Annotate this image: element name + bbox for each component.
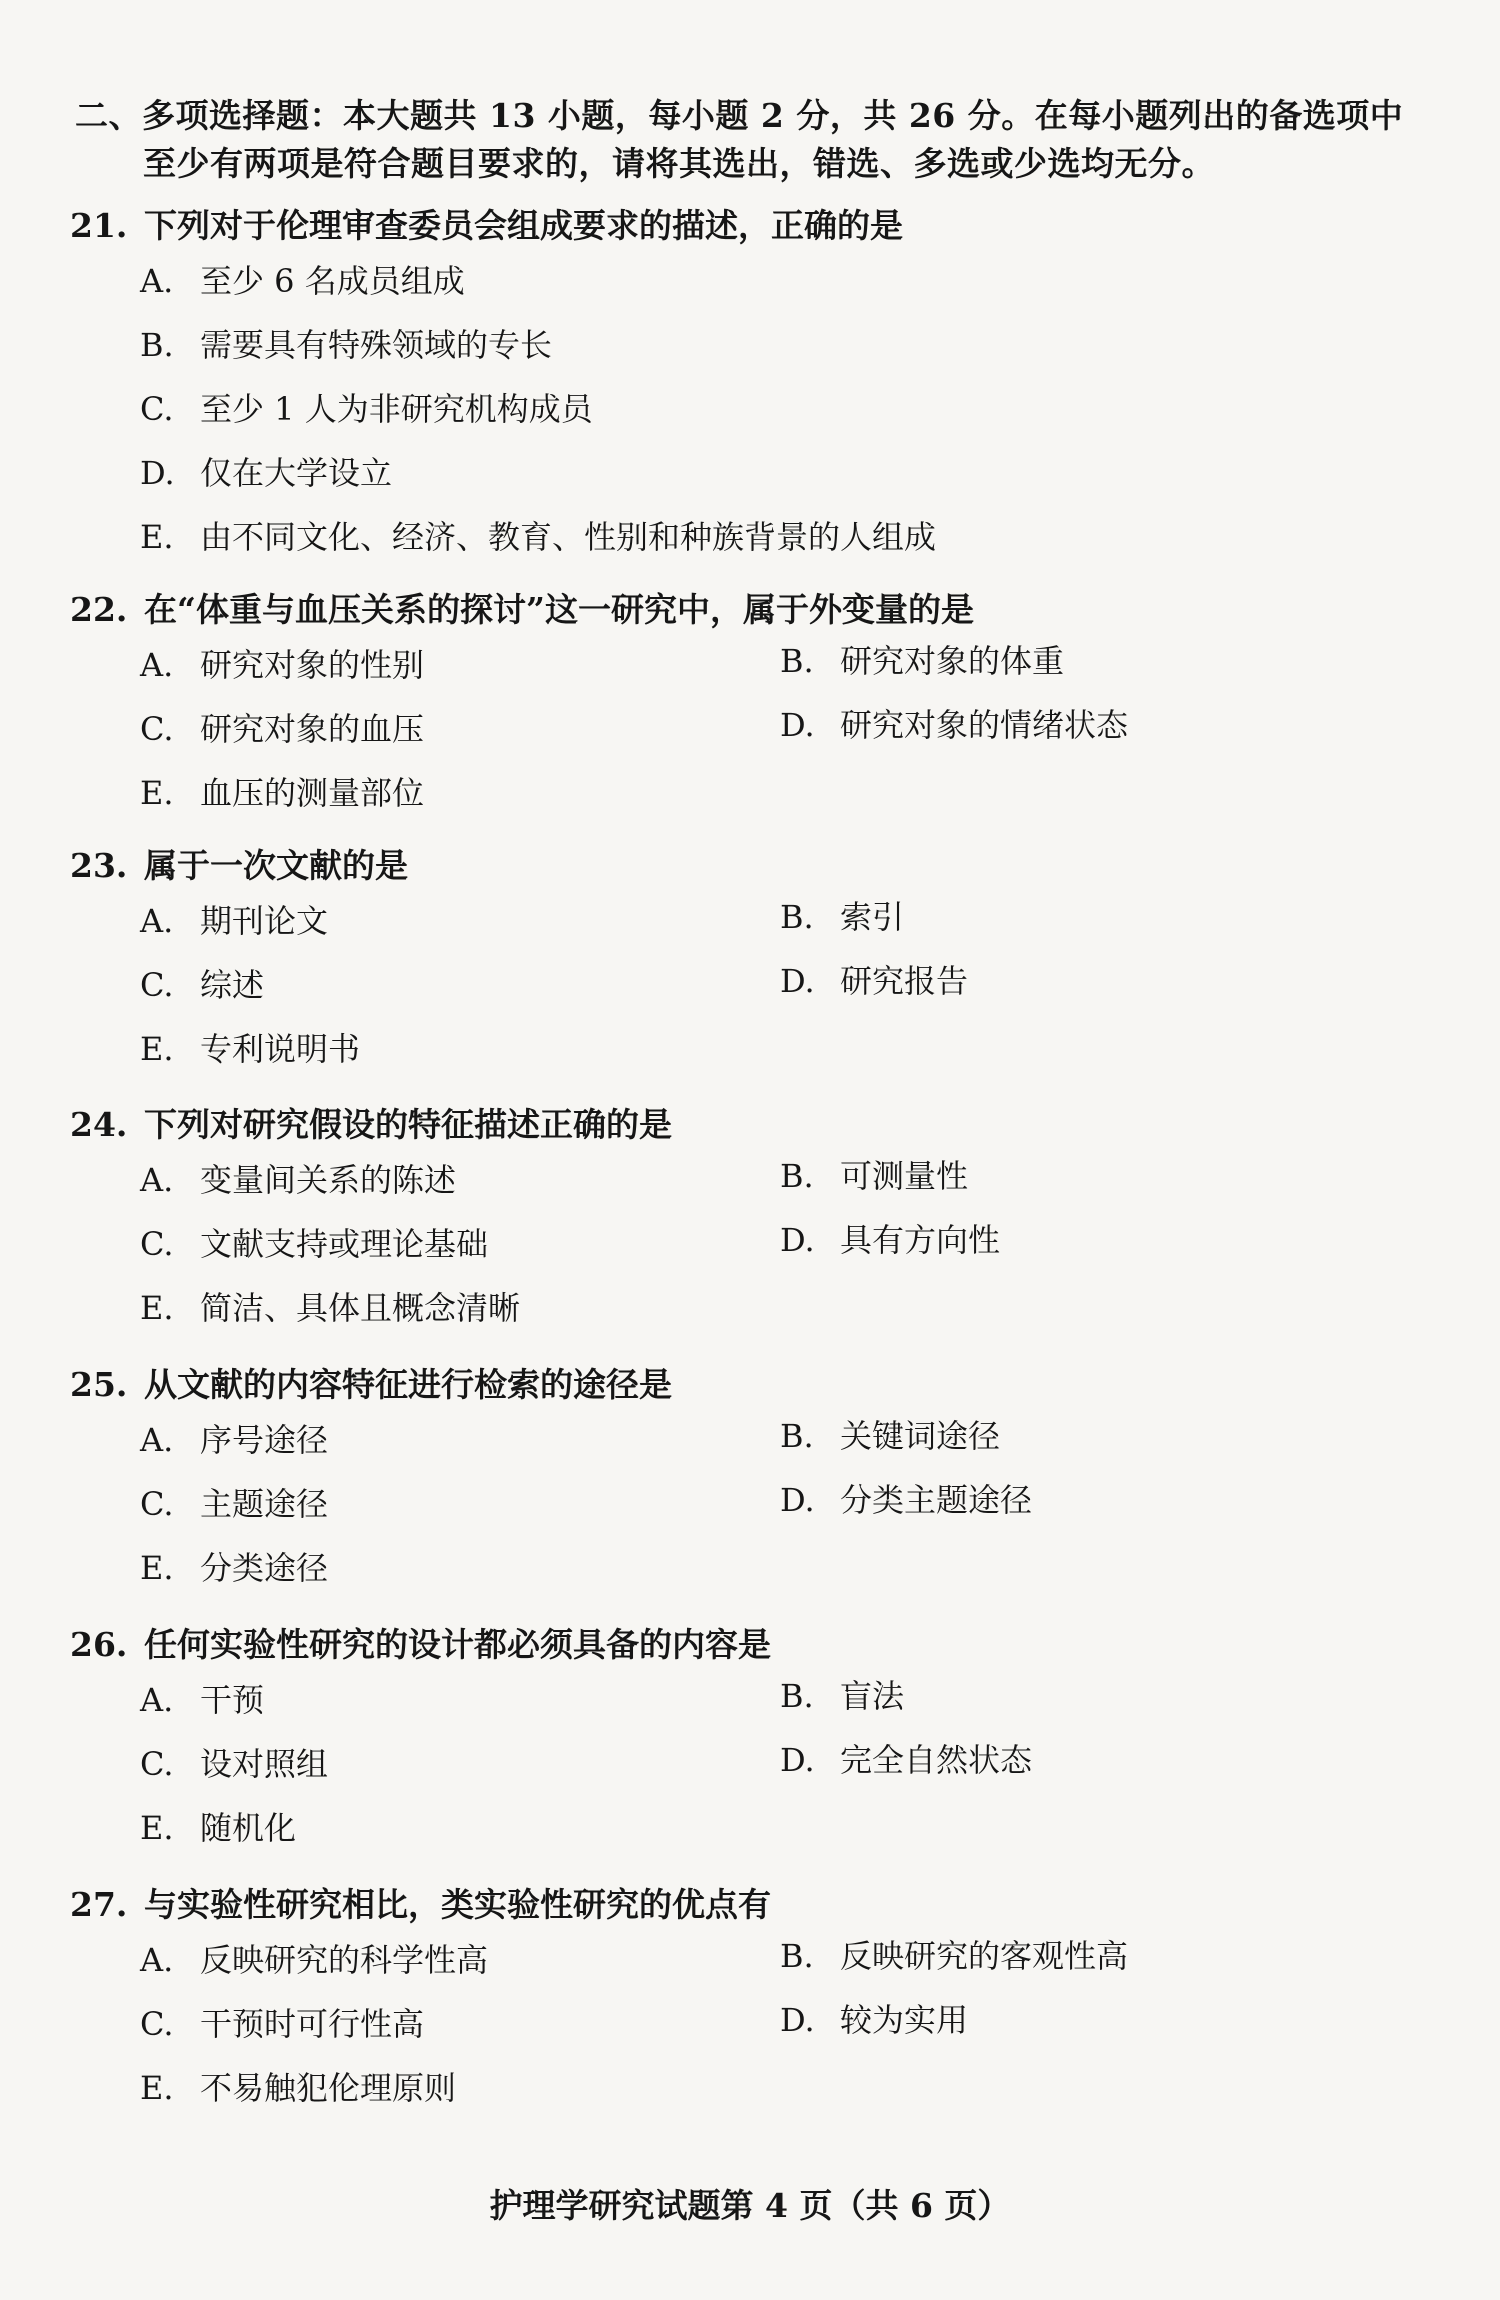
option-c: [140, 1992, 424, 2056]
option-letter: A.: [140, 262, 174, 300]
option-text: 反映研究的客观性高: [840, 1937, 1129, 1975]
option-letter: B.: [780, 898, 814, 936]
option-letter: C.: [140, 1745, 174, 1783]
option-letter: E.: [140, 1030, 174, 1068]
option-letter: A.: [140, 646, 174, 684]
option-row: [70, 1928, 1450, 1992]
option-b: [780, 1664, 904, 1728]
option-e: [140, 505, 936, 569]
option-text: 仅在大学设立: [200, 454, 393, 492]
option-row: [70, 1276, 1450, 1340]
option-letter: D.: [780, 706, 815, 744]
option-b: [780, 1404, 1000, 1468]
question-23: [70, 843, 1450, 1081]
option-letter: B.: [140, 326, 174, 364]
option-row: [70, 505, 1450, 569]
option-a: [140, 633, 424, 697]
option-c: [140, 377, 593, 441]
option-text: 分类主题途径: [840, 1481, 1033, 1519]
option-letter: E.: [140, 2069, 174, 2107]
option-d: [780, 1208, 1000, 1272]
option-letter: B.: [780, 642, 814, 680]
option-text: 干预: [200, 1681, 265, 1719]
option-letter: E.: [140, 774, 174, 812]
option-text: 盲法: [840, 1677, 905, 1715]
option-text: 综述: [200, 966, 265, 1004]
question-text: 下列对研究假设的特征描述正确的是: [144, 1105, 672, 1144]
option-e: [140, 2056, 456, 2120]
option-d: [780, 1468, 1032, 1532]
option-text: 序号途径: [200, 1421, 329, 1459]
option-row: [70, 1472, 1450, 1536]
option-letter: B.: [780, 1677, 814, 1715]
option-text: 需要具有特殊领域的专长: [200, 326, 553, 364]
option-text: 具有方向性: [840, 1221, 1001, 1259]
option-letter: E.: [140, 518, 174, 556]
option-text: 完全自然状态: [840, 1741, 1033, 1779]
option-text: 简洁、具体且概念清晰: [200, 1289, 521, 1327]
option-letter: C.: [140, 390, 174, 428]
option-letter: C.: [140, 966, 174, 1004]
option-letter: D.: [780, 962, 815, 1000]
instructions-line-1: 二、多项选择题：本大题共 13 小题，每小题 2 分，共 26 分。在每小题列出的备选项中: [75, 96, 1404, 135]
option-row: [70, 697, 1450, 761]
option-row: [70, 313, 1450, 377]
question-text: 从文献的内容特征进行检索的途径是: [144, 1365, 672, 1404]
question-text: 与实验性研究相比，类实验性研究的优点有: [144, 1885, 771, 1924]
option-row: [70, 633, 1450, 697]
option-row: [70, 1148, 1450, 1212]
option-a: [140, 1928, 488, 1992]
option-letter: C.: [140, 1485, 174, 1523]
option-text: 由不同文化、经济、教育、性别和种族背景的人组成: [200, 518, 937, 556]
option-letter: B.: [780, 1157, 814, 1195]
option-text: 较为实用: [840, 2001, 969, 2039]
option-letter: E.: [140, 1809, 174, 1847]
question-number: 26.: [70, 1625, 128, 1664]
option-e: [140, 761, 424, 825]
option-a: [140, 1668, 264, 1732]
option-text: 血压的测量部位: [200, 774, 425, 812]
option-a: [140, 1408, 328, 1472]
option-letter: A.: [140, 1161, 174, 1199]
page-footer: 护理学研究试题第 4 页（共 6 页）: [489, 2186, 1011, 2225]
question-stem: [70, 587, 1450, 633]
option-text: 分类途径: [200, 1549, 329, 1587]
option-letter: B.: [780, 1417, 814, 1455]
question-26: [70, 1622, 1450, 1860]
option-row: [70, 1668, 1450, 1732]
option-row: [70, 1732, 1450, 1796]
question-stem: [70, 1622, 1450, 1668]
option-letter: C.: [140, 2005, 174, 2043]
option-letter: D.: [780, 1481, 815, 1519]
option-e: [140, 1276, 520, 1340]
option-text: 干预时可行性高: [200, 2005, 425, 2043]
question-stem: [70, 1882, 1450, 1928]
question-text: 下列对于伦理审查委员会组成要求的描述，正确的是: [144, 206, 903, 245]
option-c: [140, 953, 264, 1017]
option-letter: A.: [140, 902, 174, 940]
question-number: 25.: [70, 1365, 128, 1404]
option-c: [140, 1732, 328, 1796]
option-a: [140, 249, 465, 313]
option-text: 反映研究的科学性高: [200, 1941, 489, 1979]
option-d: [780, 1728, 1032, 1792]
question-25: [70, 1362, 1450, 1600]
option-text: 研究报告: [840, 962, 969, 1000]
question-number: 23.: [70, 846, 128, 885]
option-text: 专利说明书: [200, 1030, 361, 1068]
option-letter: D.: [780, 1221, 815, 1259]
question-22: [70, 587, 1450, 825]
instructions-line-2: 至少有两项是符合题目要求的，请将其选出，错选、多选或少选均无分。: [143, 144, 1215, 183]
option-letter: E.: [140, 1549, 174, 1587]
option-d: [140, 441, 392, 505]
option-b: [780, 1924, 1128, 1988]
option-c: [140, 1212, 488, 1276]
option-row: [70, 889, 1450, 953]
option-text: 至少 1 人为非研究机构成员: [200, 390, 593, 428]
option-e: [140, 1536, 328, 1600]
question-text: 属于一次文献的是: [144, 846, 408, 885]
question-number: 27.: [70, 1885, 128, 1924]
option-letter: D.: [780, 2001, 815, 2039]
option-row: [70, 441, 1450, 505]
option-b: [780, 1144, 968, 1208]
option-row: [70, 1017, 1450, 1081]
option-text: 变量间关系的陈述: [200, 1161, 457, 1199]
option-row: [70, 953, 1450, 1017]
question-text: 在“体重与血压关系的探讨”这一研究中，属于外变量的是: [144, 590, 974, 629]
question-24: [70, 1102, 1450, 1340]
option-text: 设对照组: [200, 1745, 329, 1783]
option-letter: C.: [140, 1225, 174, 1263]
option-d: [780, 1988, 968, 2052]
question-number: 24.: [70, 1105, 128, 1144]
option-row: [70, 1212, 1450, 1276]
option-letter: A.: [140, 1421, 174, 1459]
option-text: 可测量性: [840, 1157, 969, 1195]
option-row: [70, 1408, 1450, 1472]
option-row: [70, 377, 1450, 441]
option-d: [780, 693, 1128, 757]
question-27: [70, 1882, 1450, 2120]
option-b: [140, 313, 552, 377]
option-a: [140, 889, 328, 953]
option-text: 研究对象的情绪状态: [840, 706, 1129, 744]
option-b: [780, 885, 904, 949]
option-b: [780, 629, 1064, 693]
question-stem: [70, 1362, 1450, 1408]
option-text: 期刊论文: [200, 902, 329, 940]
option-text: 研究对象的体重: [840, 642, 1065, 680]
question-number: 22.: [70, 590, 128, 629]
option-letter: D.: [140, 454, 175, 492]
option-letter: E.: [140, 1289, 174, 1327]
option-row: [70, 761, 1450, 825]
option-text: 研究对象的血压: [200, 710, 425, 748]
option-text: 至少 6 名成员组成: [200, 262, 465, 300]
option-text: 研究对象的性别: [200, 646, 425, 684]
option-text: 文献支持或理论基础: [200, 1225, 489, 1263]
option-letter: D.: [780, 1741, 815, 1779]
question-stem: [70, 203, 1450, 249]
question-21: [70, 203, 1450, 569]
option-letter: A.: [140, 1681, 174, 1719]
option-text: 索引: [840, 898, 905, 936]
question-stem: [70, 843, 1450, 889]
option-text: 不易触犯伦理原则: [200, 2069, 457, 2107]
option-letter: A.: [140, 1941, 174, 1979]
question-stem: [70, 1102, 1450, 1148]
option-text: 随机化: [200, 1809, 297, 1847]
option-row: [70, 2056, 1450, 2120]
option-row: [70, 249, 1450, 313]
option-row: [70, 1992, 1450, 2056]
option-a: [140, 1148, 456, 1212]
option-letter: B.: [780, 1937, 814, 1975]
option-c: [140, 697, 424, 761]
question-number: 21.: [70, 206, 128, 245]
option-row: [70, 1536, 1450, 1600]
option-d: [780, 949, 968, 1013]
option-c: [140, 1472, 328, 1536]
option-text: 关键词途径: [840, 1417, 1001, 1455]
option-e: [140, 1796, 296, 1860]
question-text: 任何实验性研究的设计都必须具备的内容是: [144, 1625, 771, 1664]
option-letter: C.: [140, 710, 174, 748]
section-instructions: [75, 92, 1435, 188]
option-row: [70, 1796, 1450, 1860]
option-text: 主题途径: [200, 1485, 329, 1523]
option-e: [140, 1017, 360, 1081]
